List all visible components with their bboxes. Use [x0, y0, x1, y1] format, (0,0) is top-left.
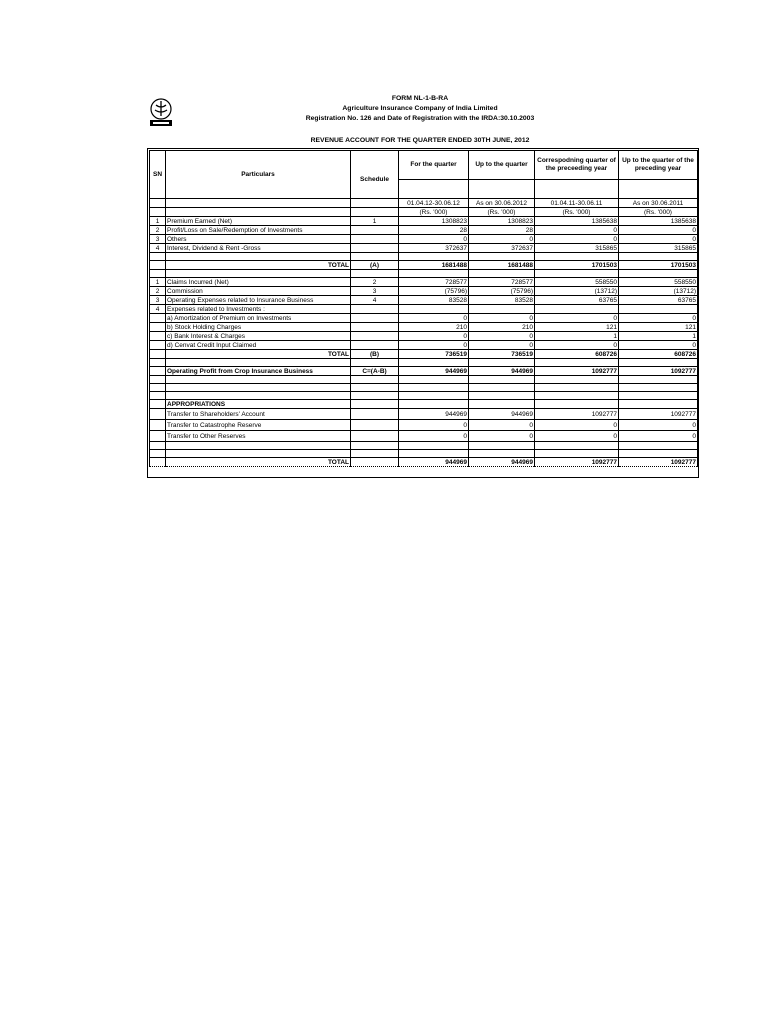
empty-cell [351, 359, 399, 367]
empty-cell [469, 400, 535, 409]
income-row [150, 235, 698, 244]
unit-cell: (Rs. '000) [399, 208, 469, 217]
value-cell: 0 [399, 235, 469, 244]
schedule-cell: 4 [351, 296, 399, 305]
empty-cell [619, 392, 698, 400]
particulars-cell: Transfer to Shareholders' Account [166, 409, 351, 420]
particulars-cell: TOTAL [166, 261, 351, 270]
empty-cell [351, 376, 399, 384]
particulars-cell: Expenses related to Investments : [166, 305, 351, 314]
empty-cell [150, 442, 166, 450]
value-cell: 1681488 [469, 261, 535, 270]
particulars-cell: Premium Earned (Net) [166, 217, 351, 226]
value-cell: 83528 [469, 296, 535, 305]
value-cell: 315865 [619, 244, 698, 253]
period-row [150, 199, 698, 208]
particulars-cell: c) Bank Interest & Charges [166, 332, 351, 341]
col-quarter-header: For the quarter [399, 151, 469, 180]
period-cell: 01.04.11-30.06.11 [535, 199, 619, 208]
particulars-cell: Commission [166, 287, 351, 296]
empty-cell [150, 270, 166, 278]
value-cell: 210 [399, 323, 469, 332]
value-cell: 944969 [399, 458, 469, 467]
particulars-cell: TOTAL [166, 350, 351, 359]
sn-cell [150, 314, 166, 323]
col-particulars-header: Particulars [166, 151, 351, 199]
value-cell: 558550 [535, 278, 619, 287]
empty-cell [619, 376, 698, 384]
empty-cell [399, 359, 469, 367]
value-cell [469, 305, 535, 314]
empty-cell [150, 376, 166, 384]
empty-cell [399, 400, 469, 409]
sn-cell: 1 [150, 217, 166, 226]
value-cell: 0 [399, 332, 469, 341]
value-cell: 210 [469, 323, 535, 332]
unit-cell: (Rs. '000) [619, 208, 698, 217]
empty-cell [469, 270, 535, 278]
empty-cell [535, 180, 619, 199]
value-cell: 1308823 [469, 217, 535, 226]
empty-cell [469, 384, 535, 392]
value-cell: 728577 [399, 278, 469, 287]
sn-cell: 3 [150, 235, 166, 244]
value-cell: 0 [619, 420, 698, 431]
particulars-cell: d) Cenvat Credit Input Claimed [166, 341, 351, 350]
sn-cell [150, 261, 166, 270]
empty-cell [166, 208, 351, 217]
income-row [150, 244, 698, 253]
particulars-cell: Claims Incurred (Net) [166, 278, 351, 287]
empty-cell [150, 359, 166, 367]
empty-cell [351, 442, 399, 450]
value-cell: 1092777 [619, 367, 698, 376]
schedule-cell [351, 235, 399, 244]
value-cell: 1385638 [619, 217, 698, 226]
spacer-row [150, 270, 698, 278]
empty-cell [619, 253, 698, 261]
schedule-cell [351, 305, 399, 314]
value-cell: 0 [469, 314, 535, 323]
schedule-cell [351, 458, 399, 467]
empty-cell [619, 384, 698, 392]
empty-cell [351, 431, 399, 442]
empty-cell [150, 420, 166, 431]
sn-cell: 1 [150, 278, 166, 287]
schedule-cell: (B) [351, 350, 399, 359]
empty-cell [535, 253, 619, 261]
value-cell: 1092777 [535, 409, 619, 420]
empty-cell [351, 208, 399, 217]
value-cell: 1701503 [535, 261, 619, 270]
value-cell: 1308823 [399, 217, 469, 226]
empty-cell [399, 450, 469, 458]
expense-row [150, 296, 698, 305]
statement-title: REVENUE ACCOUNT FOR THE QUARTER ENDED 30TH JUNE, 2012 [310, 137, 530, 144]
value-cell: 0 [535, 341, 619, 350]
expense-row [150, 287, 698, 296]
empty-cell [535, 392, 619, 400]
revenue-account-table [149, 150, 698, 467]
value-cell: 1092777 [619, 409, 698, 420]
spacer-row [150, 359, 698, 367]
value-cell: 0 [399, 314, 469, 323]
value-cell: 736519 [399, 350, 469, 359]
particulars-cell: Transfer to Other Reserves [166, 431, 351, 442]
empty-cell [166, 199, 351, 208]
empty-cell [619, 400, 698, 409]
empty-cell [150, 208, 166, 217]
value-cell [399, 305, 469, 314]
final-total-row [150, 458, 698, 467]
empty-cell [619, 442, 698, 450]
empty-cell [469, 359, 535, 367]
form-number: FORM NL-1-B-RA [391, 95, 449, 102]
value-cell: 0 [469, 341, 535, 350]
empty-cell [469, 450, 535, 458]
empty-cell [351, 392, 399, 400]
spacer-row [150, 450, 698, 458]
value-cell: 0 [399, 341, 469, 350]
empty-cell [399, 392, 469, 400]
value-cell: 608726 [619, 350, 698, 359]
spacer-row [150, 392, 698, 400]
empty-cell [535, 376, 619, 384]
value-cell: 28 [399, 226, 469, 235]
value-cell: 0 [619, 431, 698, 442]
value-cell: 944969 [469, 458, 535, 467]
empty-cell [399, 376, 469, 384]
empty-cell [399, 253, 469, 261]
operating-profit-row [150, 367, 698, 376]
value-cell: 1385638 [535, 217, 619, 226]
value-cell: 944969 [469, 409, 535, 420]
value-cell: 0 [399, 431, 469, 442]
value-cell: 0 [535, 431, 619, 442]
value-cell: 0 [619, 314, 698, 323]
appropriations-heading-row [150, 400, 698, 409]
value-cell: 0 [469, 235, 535, 244]
empty-cell [351, 450, 399, 458]
value-cell: 0 [535, 235, 619, 244]
value-cell: 0 [469, 420, 535, 431]
particulars-cell: Others [166, 235, 351, 244]
empty-cell [351, 409, 399, 420]
expense-row [150, 314, 698, 323]
income-row [150, 217, 698, 226]
unit-row [150, 208, 698, 217]
appropriation-row [150, 431, 698, 442]
unit-cell: (Rs. '000) [469, 208, 535, 217]
empty-cell [166, 376, 351, 384]
empty-cell [469, 392, 535, 400]
empty-cell [399, 442, 469, 450]
value-cell: 1092777 [619, 458, 698, 467]
sn-cell: 4 [150, 244, 166, 253]
empty-cell [150, 392, 166, 400]
empty-cell [619, 180, 698, 199]
schedule-cell [351, 332, 399, 341]
particulars-cell: Transfer to Catastrophe Reserve [166, 420, 351, 431]
value-cell: 28 [469, 226, 535, 235]
schedule-cell [351, 244, 399, 253]
empty-cell [619, 359, 698, 367]
value-cell: 0 [399, 420, 469, 431]
empty-cell [166, 384, 351, 392]
empty-cell [351, 400, 399, 409]
empty-cell [399, 180, 469, 199]
empty-cell [166, 270, 351, 278]
particulars-cell: Profit/Loss on Sale/Redemption of Investments [166, 226, 351, 235]
empty-cell [469, 442, 535, 450]
particulars-cell: a) Amortization of Premium on Investments [166, 314, 351, 323]
value-cell: 558550 [619, 278, 698, 287]
total-a-row [150, 261, 698, 270]
empty-cell [535, 442, 619, 450]
period-cell: 01.04.12-30.06.12 [399, 199, 469, 208]
sn-cell: 2 [150, 287, 166, 296]
value-cell: 0 [619, 226, 698, 235]
value-cell: 0 [535, 314, 619, 323]
col-prev-upto-header: Up to the quarter of the preceding year [619, 151, 698, 180]
schedule-cell: 2 [351, 278, 399, 287]
empty-cell [351, 199, 399, 208]
value-cell: 944969 [399, 409, 469, 420]
value-cell: 1681488 [399, 261, 469, 270]
value-cell: 63765 [619, 296, 698, 305]
value-cell: 372637 [399, 244, 469, 253]
expense-row [150, 278, 698, 287]
schedule-cell: 1 [351, 217, 399, 226]
value-cell: (13712) [619, 287, 698, 296]
empty-cell [535, 359, 619, 367]
sn-cell [150, 341, 166, 350]
schedule-cell [351, 314, 399, 323]
value-cell: 1 [619, 332, 698, 341]
empty-cell [399, 384, 469, 392]
empty-cell [150, 400, 166, 409]
period-cell: As on 30.06.2012 [469, 199, 535, 208]
empty-cell [150, 409, 166, 420]
empty-cell [399, 270, 469, 278]
company-name: Agriculture Insurance Company of India Limited [342, 105, 498, 112]
empty-cell [351, 270, 399, 278]
value-cell: (13712) [535, 287, 619, 296]
empty-cell [619, 450, 698, 458]
empty-cell [150, 431, 166, 442]
value-cell: 944969 [469, 367, 535, 376]
value-cell: 1092777 [535, 367, 619, 376]
particulars-cell: b) Stock Holding Charges [166, 323, 351, 332]
expense-row [150, 341, 698, 350]
empty-cell [150, 253, 166, 261]
sn-cell [150, 367, 166, 376]
unit-cell: (Rs. '000) [535, 208, 619, 217]
particulars-cell: TOTAL [166, 458, 351, 467]
spacer-row [150, 442, 698, 450]
schedule-cell [351, 226, 399, 235]
empty-cell [166, 359, 351, 367]
schedule-cell [351, 341, 399, 350]
empty-cell [619, 270, 698, 278]
schedule-cell: C=(A-B) [351, 367, 399, 376]
spacer-row [150, 253, 698, 261]
value-cell: (75796) [399, 287, 469, 296]
empty-cell [535, 400, 619, 409]
empty-cell [351, 384, 399, 392]
value-cell [619, 305, 698, 314]
empty-cell [351, 420, 399, 431]
value-cell [535, 305, 619, 314]
empty-cell [166, 392, 351, 400]
col-sn-header: SN [150, 151, 166, 199]
sn-cell [150, 323, 166, 332]
total-b-row [150, 350, 698, 359]
value-cell: 0 [469, 332, 535, 341]
value-cell: 728577 [469, 278, 535, 287]
schedule-cell: (A) [351, 261, 399, 270]
value-cell: 944969 [399, 367, 469, 376]
empty-cell [166, 450, 351, 458]
empty-cell [150, 384, 166, 392]
appropriations-heading: APPROPRIATIONS [166, 400, 351, 409]
empty-cell [469, 253, 535, 261]
particulars-cell: Operating Profit from Crop Insurance Business [166, 367, 351, 376]
empty-cell [535, 450, 619, 458]
value-cell: 1701503 [619, 261, 698, 270]
empty-cell [535, 270, 619, 278]
value-cell: 0 [535, 226, 619, 235]
income-row [150, 226, 698, 235]
expense-row [150, 332, 698, 341]
col-schedule-header: Schedule [351, 151, 399, 199]
value-cell: 63765 [535, 296, 619, 305]
empty-cell [166, 442, 351, 450]
sn-cell [150, 332, 166, 341]
value-cell: 0 [535, 420, 619, 431]
col-prev-quarter-header: Correspodning quarter of the preceeding year [535, 151, 619, 180]
value-cell: 1092777 [535, 458, 619, 467]
spacer-row [150, 376, 698, 384]
sn-cell: 3 [150, 296, 166, 305]
appropriation-row [150, 420, 698, 431]
header-row [150, 151, 698, 180]
registration-info: Registration No. 126 and Date of Registration with the IRDA:30.10.2003 [305, 115, 535, 122]
col-upto-quarter-header: Up to the quarter [469, 151, 535, 180]
schedule-cell [351, 323, 399, 332]
value-cell: 315865 [535, 244, 619, 253]
appropriation-row [150, 409, 698, 420]
period-cell: As on 30.06.2011 [619, 199, 698, 208]
value-cell: (75796) [469, 287, 535, 296]
expense-row [150, 323, 698, 332]
expense-row [150, 305, 698, 314]
value-cell: 372637 [469, 244, 535, 253]
value-cell: 736519 [469, 350, 535, 359]
empty-cell [469, 376, 535, 384]
sn-cell [150, 458, 166, 467]
sn-cell: 4 [150, 305, 166, 314]
value-cell: 0 [619, 235, 698, 244]
value-cell: 608726 [535, 350, 619, 359]
value-cell: 83528 [399, 296, 469, 305]
sn-cell: 2 [150, 226, 166, 235]
empty-cell [150, 199, 166, 208]
empty-cell [166, 253, 351, 261]
value-cell: 121 [535, 323, 619, 332]
particulars-cell: Operating Expenses related to Insurance Business [166, 296, 351, 305]
empty-cell [150, 450, 166, 458]
empty-cell [351, 253, 399, 261]
empty-cell [469, 180, 535, 199]
value-cell: 0 [469, 431, 535, 442]
schedule-cell: 3 [351, 287, 399, 296]
particulars-cell: Interest, Dividend & Rent -Gross [166, 244, 351, 253]
value-cell: 121 [619, 323, 698, 332]
spacer-row [150, 384, 698, 392]
sn-cell [150, 350, 166, 359]
value-cell: 0 [619, 341, 698, 350]
empty-cell [535, 384, 619, 392]
value-cell: 1 [535, 332, 619, 341]
